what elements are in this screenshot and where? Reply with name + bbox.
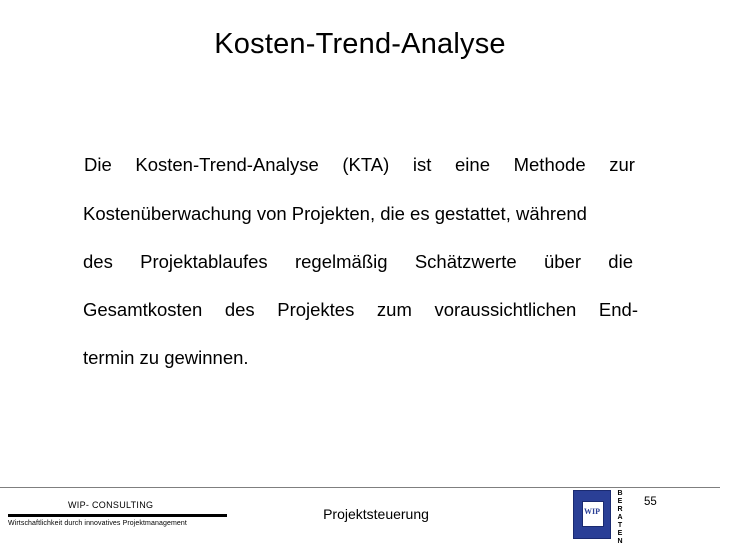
logo-letters [615, 490, 625, 546]
body-line-3 [83, 251, 633, 273]
word: Schätzwerte [414, 251, 517, 272]
footer-tagline: Wirtschaftlichkeit durch innovatives Projektmanagement [8, 520, 187, 527]
word: ist [412, 154, 432, 175]
logo-letter: T [617, 522, 623, 529]
word: des [224, 299, 255, 320]
word: End- [598, 299, 638, 320]
logo-box [573, 490, 611, 539]
body-line-4 [83, 299, 638, 321]
word: zur [609, 154, 635, 175]
footer-divider [0, 487, 720, 488]
word: die [608, 251, 633, 272]
word: des [83, 251, 113, 272]
word: über [543, 251, 581, 272]
word: Methode [513, 154, 586, 175]
logo-letter: A [617, 514, 623, 521]
body-line-1 [84, 154, 635, 176]
word: zum [376, 299, 412, 320]
word: Kosten-Trend-Analyse [135, 154, 319, 175]
slide-title: Kosten-Trend-Analyse [214, 28, 506, 60]
logo-text: WIP [584, 507, 600, 516]
logo-letter: E [617, 498, 623, 505]
word: Gesamtkosten [83, 299, 203, 320]
logo-letter: B [617, 490, 623, 497]
wip-logo [573, 489, 629, 545]
body-line-2: Kostenüberwachung von Projekten, die es gestattet, während [83, 203, 587, 224]
logo-letter: N [617, 538, 623, 545]
footer-section-title: Projektsteuerung [323, 506, 429, 522]
footer-company: WIP- CONSULTING [68, 500, 154, 510]
logo-letter: E [617, 530, 623, 537]
word: Projektes [277, 299, 355, 320]
word: Projektablaufes [140, 251, 268, 272]
page-number: 55 [644, 496, 657, 508]
word: voraussichtlichen [434, 299, 577, 320]
word: regelmäßig [294, 251, 388, 272]
word: (KTA) [342, 154, 390, 175]
body-line-5: termin zu gewinnen. [83, 347, 249, 368]
logo-letter: R [617, 506, 623, 513]
word: Die [84, 154, 112, 175]
word: eine [455, 154, 490, 175]
